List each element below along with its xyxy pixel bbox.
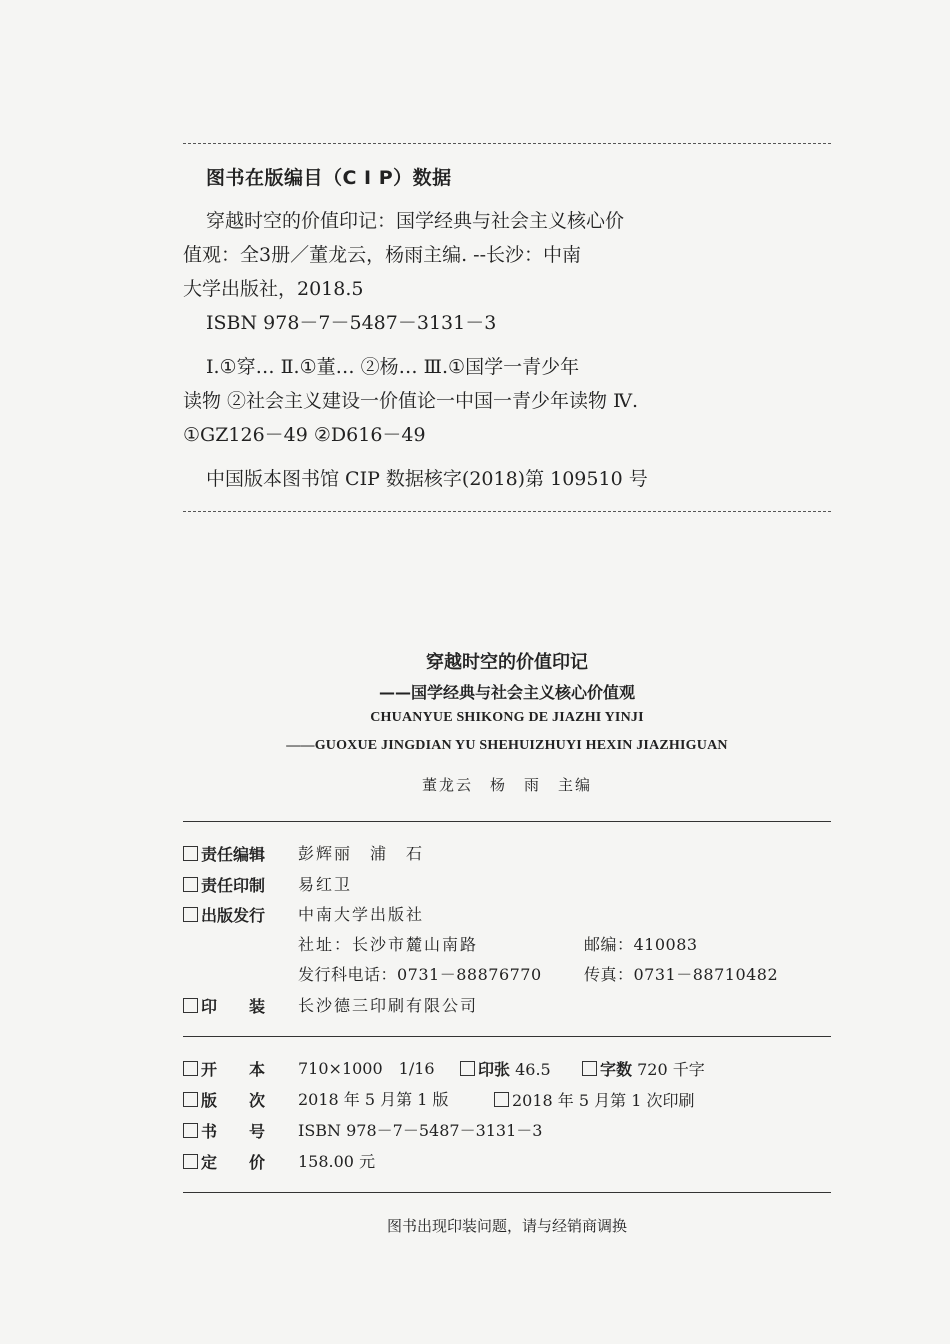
cip-line: 读物 ②社会主义建设一价值论一中国一青少年读物 Ⅳ.: [183, 390, 639, 412]
cip-line: ①GZ126－49 ②D616－49: [183, 424, 426, 446]
publisher-postcode: 邮编：410083: [584, 935, 698, 954]
spec-row-price: [183, 1154, 265, 1171]
checkbox-square: [582, 1061, 597, 1076]
checkbox-square: [183, 998, 198, 1013]
checkbox-square: [183, 877, 198, 892]
checkbox-square: [183, 1123, 198, 1138]
cip-top-divider: [183, 143, 831, 144]
credit-value: 长沙德三印刷有限公司: [298, 996, 479, 1015]
cip-isbn: ISBN 978－7－5487－3131－3: [206, 312, 497, 334]
spec-sheets: 印张 46.5: [460, 1061, 551, 1078]
footer-note: 图书出现印装问题，请与经销商调换: [386, 1217, 627, 1235]
book-subtitle: ——国学经典与社会主义核心价值观: [378, 683, 635, 702]
specs-top-rule: [183, 1036, 831, 1037]
cip-bottom-divider: [183, 511, 831, 512]
credit-row-printer: [183, 998, 265, 1015]
spec-value: ISBN 978－7－5487－3131－3: [298, 1121, 543, 1140]
credit-label: 责任编辑: [201, 845, 266, 864]
spec-label: 开 本: [201, 1060, 266, 1079]
credit-row-print: [183, 877, 265, 894]
book-title-en: CHUANYUE SHIKONG DE JIAZHI YINJI: [370, 710, 644, 725]
spec-label: 书 号: [201, 1122, 266, 1141]
credits-top-rule: [183, 821, 831, 822]
checkbox-square: [460, 1061, 475, 1076]
credit-label: 出版发行: [201, 906, 266, 925]
cip-line: 大学出版社，2018.5: [183, 278, 364, 300]
spec-value: 710×1000 1/16: [298, 1059, 435, 1078]
publisher-fax: 传真：0731－88710482: [584, 965, 779, 984]
checkbox-square: [183, 1061, 198, 1076]
spec-value: 2018 年 5 月第 1 版: [298, 1090, 449, 1109]
specs-bottom-rule: [183, 1192, 831, 1193]
cip-line: 值观：全3册／董龙云，杨雨主编. --长沙：中南: [183, 244, 582, 266]
spec-label: 定 价: [201, 1153, 266, 1172]
credit-row-publish: [183, 907, 265, 924]
checkbox-square: [183, 1092, 198, 1107]
spec-row-edition: [183, 1092, 265, 1109]
credit-label: 印 装: [201, 997, 266, 1016]
book-subtitle-en: ——GUOXUE JINGDIAN YU SHEHUIZHUYI HEXIN JIAZHIGUAN: [286, 738, 728, 753]
credit-value: 中南大学出版社: [298, 905, 425, 924]
checkbox-square: [183, 907, 198, 922]
publisher-phone: 发行科电话：0731－88876770: [298, 965, 542, 984]
credit-value: 易红卫: [298, 875, 353, 894]
credit-label: 责任印制: [201, 876, 266, 895]
spec-row-format: [183, 1061, 265, 1078]
publisher-address: 社址：长沙市麓山南路: [298, 935, 479, 954]
spec-words: 字数 720 千字: [582, 1061, 705, 1078]
credit-row-editor: [183, 846, 265, 863]
book-title: 穿越时空的价值印记: [426, 652, 588, 673]
spec-row-isbn: [183, 1123, 265, 1140]
credit-value: 彭辉丽 浦 石: [298, 844, 425, 863]
checkbox-square: [183, 846, 198, 861]
cip-record-number: 中国版本图书馆 CIP 数据核字(2018)第 109510 号: [206, 468, 648, 490]
checkbox-square: [494, 1092, 509, 1107]
cip-line: 穿越时空的价值印记：国学经典与社会主义核心价: [206, 210, 625, 232]
cip-line: Ⅰ.①穿… Ⅱ.①董… ②杨… Ⅲ.①国学一青少年: [206, 356, 580, 378]
spec-value: 158.00 元: [298, 1152, 376, 1171]
spec-label: 版 次: [201, 1091, 266, 1110]
book-editors: 董龙云 杨 雨 主编: [421, 776, 592, 794]
checkbox-square: [183, 1154, 198, 1169]
spec-printing: 2018 年 5 月第 1 次印刷: [494, 1092, 695, 1109]
cip-heading: 图书在版编目（C I P）数据: [206, 167, 452, 189]
